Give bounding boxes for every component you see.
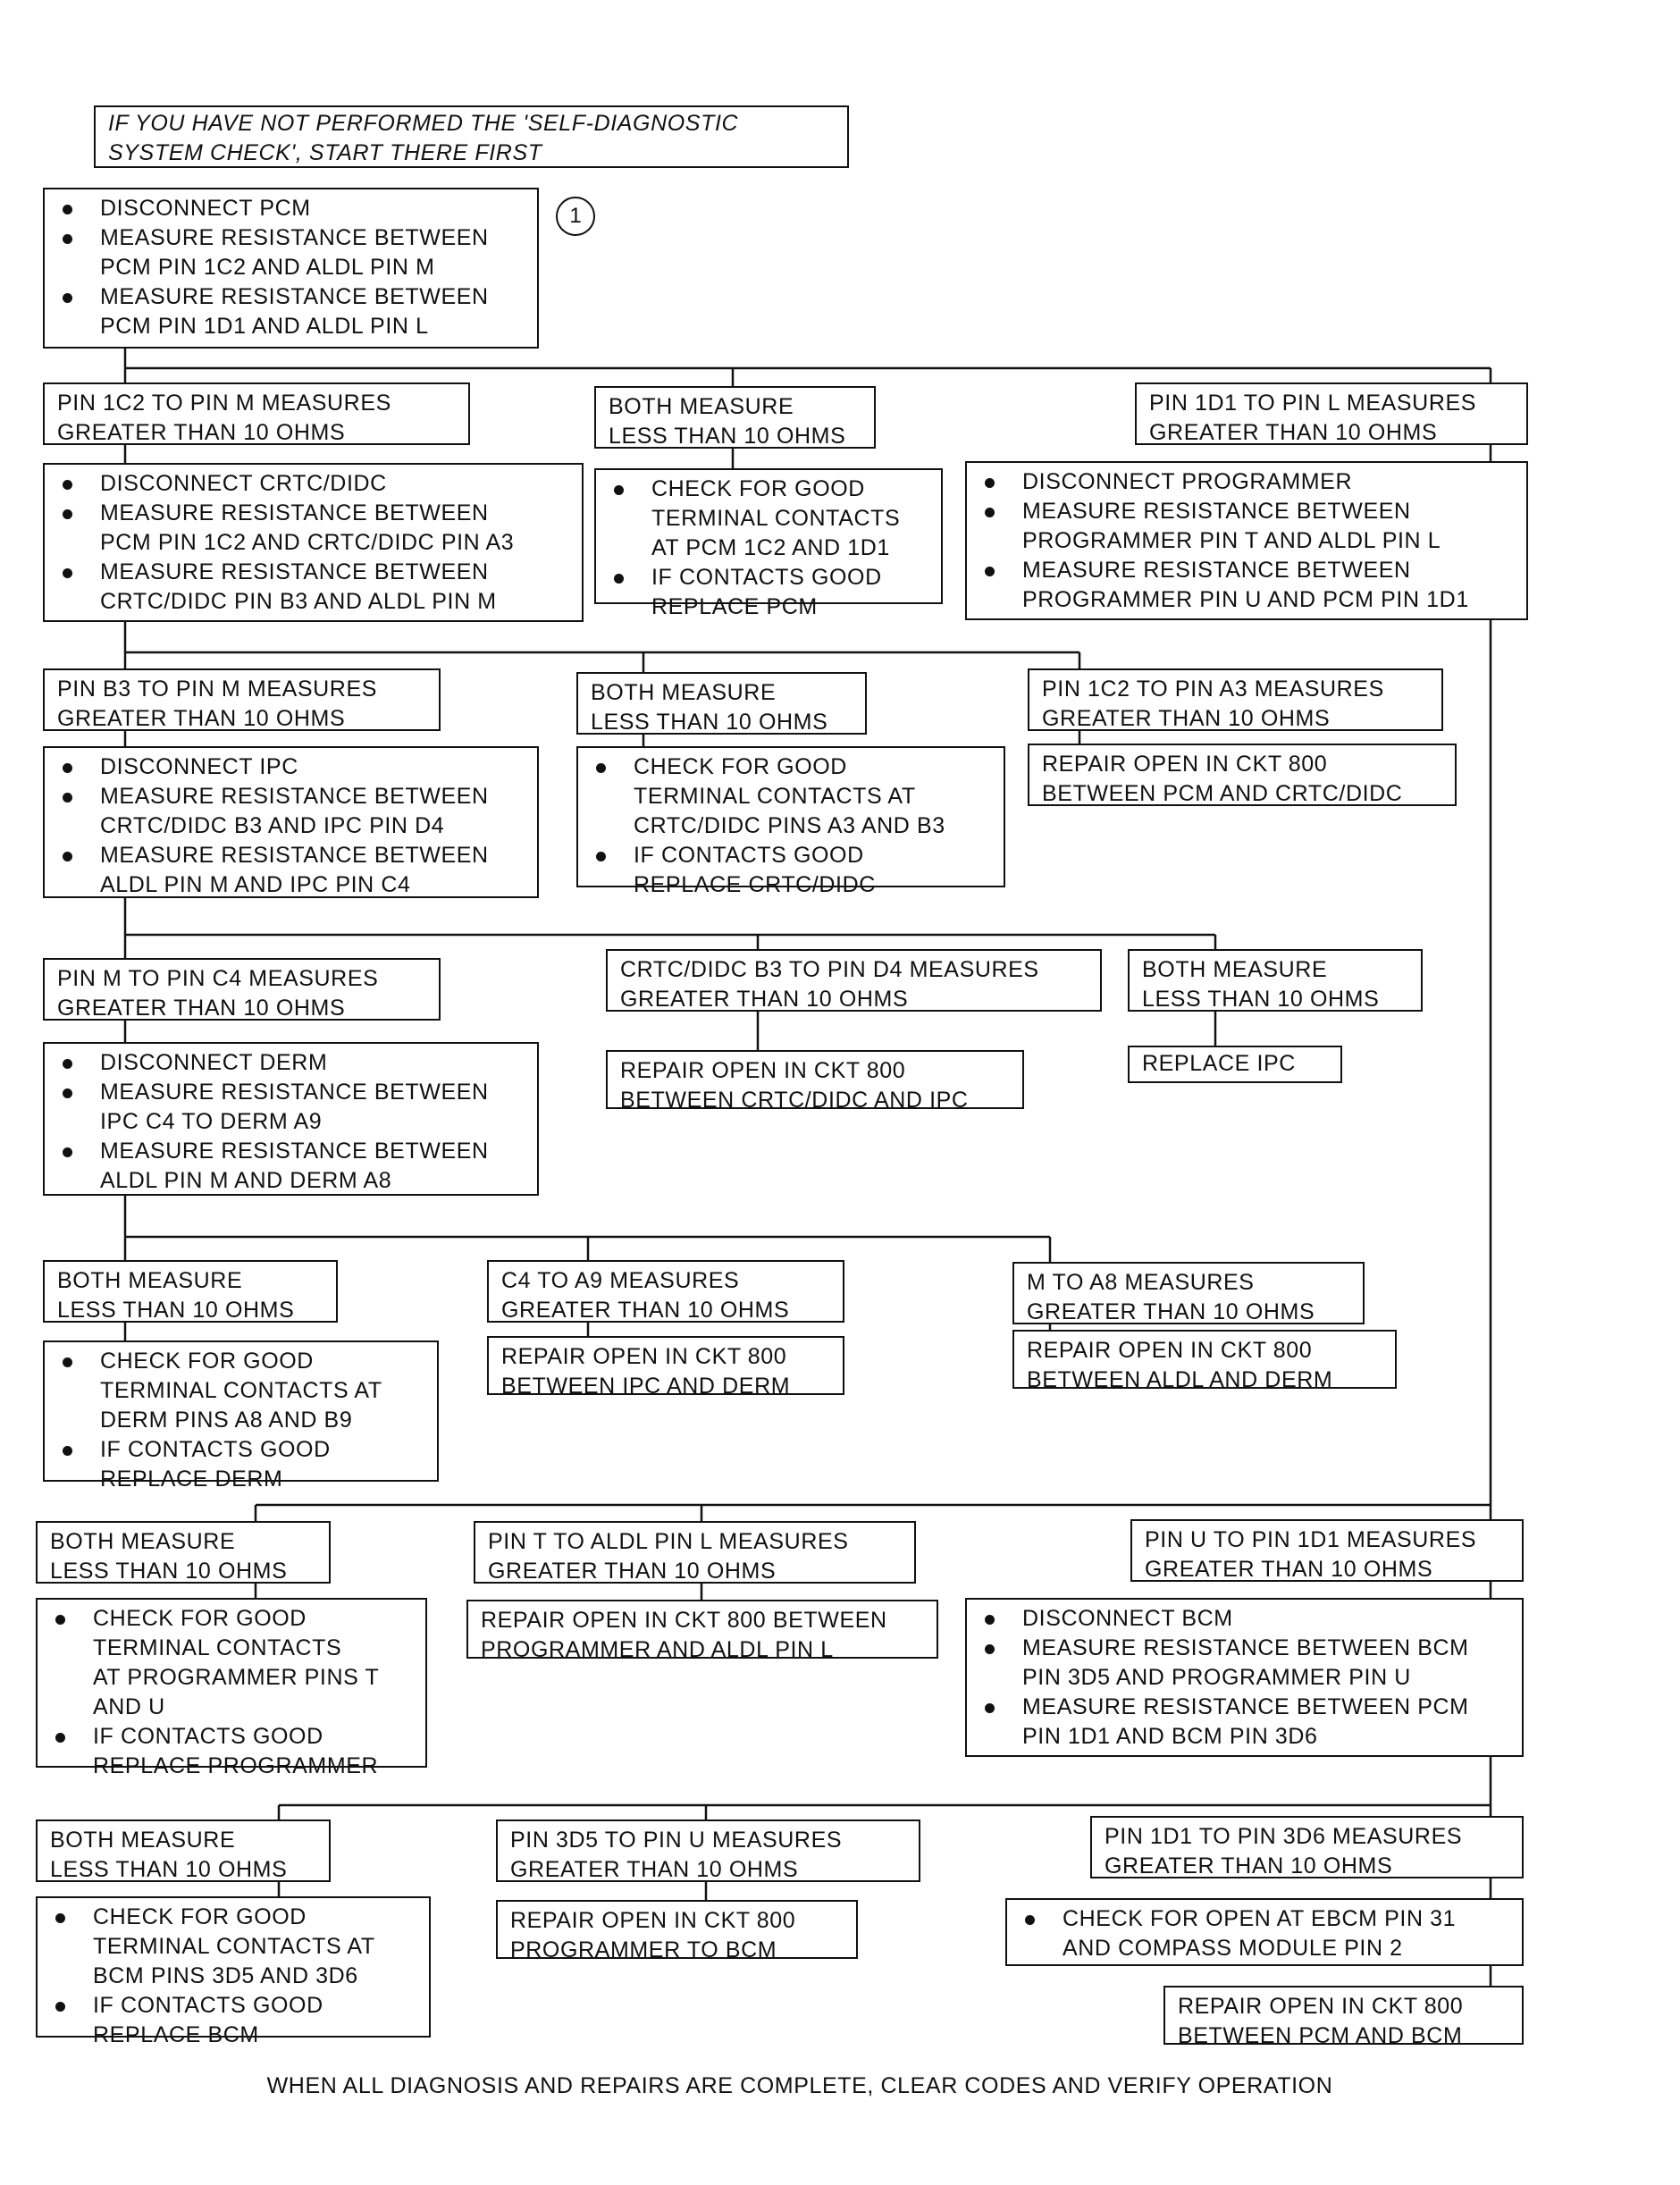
box-text-line: M TO A8 MEASURES: [1027, 1270, 1255, 1295]
box-text-line: AT PCM 1C2 AND 1D1: [651, 535, 890, 560]
box-text-line: PROGRAMMER TO BCM: [510, 1937, 777, 1962]
result-both-low-4: [43, 1260, 338, 1323]
box-text-line: PCM PIN 1C2 AND ALDL PIN M: [100, 255, 435, 280]
bullet-item: MEASURE RESISTANCE BETWEEN: [57, 1137, 525, 1166]
bullet-item: CHECK FOR GOOD: [50, 1604, 413, 1634]
bullet-item: CHECK FOR GOOD: [57, 1347, 424, 1376]
box-text-line: BOTH MEASURE: [57, 1268, 243, 1293]
bullet-item: MEASURE RESISTANCE BETWEEN: [57, 282, 525, 312]
result-both-low-5: [36, 1521, 331, 1584]
box-text-line: AND U: [93, 1694, 165, 1719]
bullet-item: DISCONNECT PCM: [57, 194, 525, 223]
box-text-line: GREATER THAN 10 OHMS: [501, 1298, 790, 1323]
bullet-item: DISCONNECT BCM: [979, 1604, 1509, 1634]
footer-note: WHEN ALL DIAGNOSIS AND REPAIRS ARE COMPLETE, CLEAR CODES AND VERIFY OPERATION: [266, 2073, 1333, 2098]
box-text-line: DERM PINS A8 AND B9: [100, 1408, 353, 1433]
box-text-line: LESS THAN 10 OHMS: [609, 424, 846, 449]
box-text-line: REPAIR OPEN IN CKT 800: [501, 1344, 787, 1369]
result-both-low-1: [594, 386, 876, 449]
box-text-line: C4 TO A9 MEASURES: [501, 1268, 740, 1293]
result-b3-to-m-high: [43, 668, 441, 731]
action-replace-ipc: [1128, 1046, 1342, 1083]
bullet-item: IF CONTACTS GOOD: [591, 841, 991, 870]
box-text-line: GREATER THAN 10 OHMS: [510, 1857, 799, 1882]
box-text-line: TERMINAL CONTACTS AT: [93, 1934, 375, 1959]
bullet-item: CHECK FOR GOOD: [591, 752, 991, 782]
box-text-line: PCM PIN 1C2 AND CRTC/DIDC PIN A3: [100, 530, 515, 555]
bullet-item: MEASURE RESISTANCE BETWEEN: [57, 499, 569, 528]
result-1d1-to-3d6-high: [1090, 1816, 1524, 1878]
box-text-line: LESS THAN 10 OHMS: [50, 1857, 288, 1882]
result-m-to-a8-high: [1012, 1262, 1365, 1324]
repair-programmer-aldl: [466, 1600, 938, 1662]
box-text-line: PIN 1D1 TO PIN 3D6 MEASURES: [1105, 1824, 1463, 1849]
box-text-line: BOTH MEASURE: [50, 1828, 236, 1853]
box-text-line: ALDL PIN M AND DERM A8: [100, 1168, 392, 1193]
box-text-line: GREATER THAN 10 OHMS: [1042, 706, 1331, 731]
box-text-line: BCM PINS 3D5 AND 3D6: [93, 1963, 358, 1988]
bullet-item: CHECK FOR OPEN AT EBCM PIN 31: [1020, 1904, 1509, 1934]
box-text-line: CRTC/DIDC PIN B3 AND ALDL PIN M: [100, 589, 497, 614]
step-check-derm-contacts: [43, 1340, 439, 1492]
bullet-item: MEASURE RESISTANCE BETWEEN: [57, 1078, 525, 1107]
repair-programmer-bcm: [496, 1900, 858, 1962]
box-text-line: PIN 1C2 TO PIN M MEASURES: [57, 391, 391, 416]
box-text-line: BETWEEN IPC AND DERM: [501, 1374, 791, 1399]
repair-crtc-ipc: [606, 1050, 1024, 1113]
box-text-line: GREATER THAN 10 OHMS: [488, 1559, 777, 1584]
box-text-line: REPLACE PCM: [651, 594, 818, 619]
bullet-item: DISCONNECT DERM: [57, 1048, 525, 1078]
bullet-item: MEASURE RESISTANCE BETWEEN: [979, 497, 1514, 526]
box-text-line: LESS THAN 10 OHMS: [50, 1559, 288, 1584]
box-text-line: LESS THAN 10 OHMS: [57, 1298, 295, 1323]
step-check-programmer-contacts: [36, 1598, 427, 1778]
box-text-line: TERMINAL CONTACTS AT: [634, 784, 916, 809]
box-text-line: CRTC/DIDC B3 TO PIN D4 MEASURES: [620, 957, 1039, 982]
repair-pcm-bcm: [1163, 1986, 1524, 2048]
step-number-marker: 1: [556, 197, 595, 236]
box-text-line: REPLACE BCM: [93, 2022, 259, 2047]
box-text-line: PCM PIN 1D1 AND ALDL PIN L: [100, 314, 429, 339]
result-both-low-3: [1128, 949, 1423, 1012]
note-self-diagnostic: [94, 105, 849, 168]
result-c4-to-a9-high: [487, 1260, 844, 1323]
bullet-item: IF CONTACTS GOOD: [50, 1991, 416, 2021]
box-text-line: PROGRAMMER AND ALDL PIN L: [481, 1637, 834, 1662]
step-disconnect-ipc: [43, 746, 539, 898]
box-text-line: BETWEEN CRTC/DIDC AND IPC: [620, 1088, 969, 1113]
box-text-line: PIN M TO PIN C4 MEASURES: [57, 966, 379, 991]
result-1c2-to-m-high: [43, 382, 470, 445]
box-text-line: PIN 1D1 AND BCM PIN 3D6: [1022, 1724, 1318, 1749]
bullet-item: MEASURE RESISTANCE BETWEEN: [57, 782, 525, 811]
box-text-line: AND COMPASS MODULE PIN 2: [1063, 1936, 1403, 1961]
box-text-line: TERMINAL CONTACTS: [651, 506, 901, 531]
bullet-item: IF CONTACTS GOOD: [57, 1435, 424, 1465]
box-text-line: PIN U TO PIN 1D1 MEASURES: [1145, 1527, 1477, 1552]
box-text-line: PIN B3 TO PIN M MEASURES: [57, 677, 378, 702]
box-text-line: REPAIR OPEN IN CKT 800: [1027, 1338, 1313, 1363]
box-text-line: GREATER THAN 10 OHMS: [1027, 1299, 1315, 1324]
bullet-item: DISCONNECT PROGRAMMER: [979, 467, 1514, 497]
bullet-item: MEASURE RESISTANCE BETWEEN BCM: [979, 1634, 1509, 1663]
box-text-line: GREATER THAN 10 OHMS: [57, 420, 346, 445]
box-text-line: AT PROGRAMMER PINS T: [93, 1665, 380, 1690]
step-disconnect-derm: [43, 1042, 539, 1196]
box-text-line: REPAIR OPEN IN CKT 800: [620, 1058, 906, 1083]
box-text-line: GREATER THAN 10 OHMS: [620, 987, 909, 1012]
box-text-line: GREATER THAN 10 OHMS: [1149, 420, 1438, 445]
step-disconnect-pcm: [43, 188, 539, 349]
repair-pcm-crtc: [1028, 744, 1457, 806]
step-check-crtc-contacts: [576, 746, 1005, 897]
box-text-line: REPAIR OPEN IN CKT 800: [1042, 752, 1328, 777]
box-text-line: TERMINAL CONTACTS: [93, 1635, 342, 1660]
box-text-line: PROGRAMMER PIN U AND PCM PIN 1D1: [1022, 587, 1469, 612]
bullet-item: MEASURE RESISTANCE BETWEEN: [979, 556, 1514, 585]
step-disconnect-bcm: [965, 1598, 1524, 1757]
bullet-item: MEASURE RESISTANCE BETWEEN: [57, 223, 525, 253]
result-both-low-2: [576, 672, 867, 735]
step-disconnect-programmer: [965, 461, 1528, 620]
box-text-line: PROGRAMMER PIN T AND ALDL PIN L: [1022, 528, 1441, 553]
bullet-item: IF CONTACTS GOOD: [609, 563, 928, 592]
box-text-line: SYSTEM CHECK', START THERE FIRST: [108, 140, 542, 165]
box-text-line: PIN 1D1 TO PIN L MEASURES: [1149, 391, 1477, 416]
box-text-line: GREATER THAN 10 OHMS: [57, 996, 346, 1021]
box-text-line: BOTH MEASURE: [1142, 957, 1328, 982]
box-text-line: BOTH MEASURE: [609, 394, 794, 419]
result-1c2-to-a3-high: [1028, 668, 1443, 731]
step-check-pcm-contacts: [594, 468, 943, 619]
result-3d5-to-u-high: [496, 1819, 920, 1882]
result-1d1-to-l-high: [1135, 382, 1528, 445]
box-text-line: GREATER THAN 10 OHMS: [1105, 1853, 1393, 1878]
box-text-line: CRTC/DIDC PINS A3 AND B3: [634, 813, 945, 838]
bullet-item: MEASURE RESISTANCE BETWEEN: [57, 841, 525, 870]
box-text-line: PIN 3D5 AND PROGRAMMER PIN U: [1022, 1665, 1411, 1690]
box-text-line: GREATER THAN 10 OHMS: [57, 706, 346, 731]
box-text-line: BETWEEN ALDL AND DERM: [1027, 1367, 1333, 1392]
bullet-item: DISCONNECT IPC: [57, 752, 525, 782]
bullet-item: IF CONTACTS GOOD: [50, 1722, 413, 1752]
box-text-line: TERMINAL CONTACTS AT: [100, 1378, 382, 1403]
result-m-to-c4-high: [43, 958, 441, 1021]
bullet-item: DISCONNECT CRTC/DIDC: [57, 469, 569, 499]
box-text-line: PIN 1C2 TO PIN A3 MEASURES: [1042, 677, 1384, 702]
result-b3-to-d4-high: [606, 949, 1102, 1012]
result-u-to-1d1-high: [1130, 1519, 1524, 1582]
result-t-to-l-high: [474, 1521, 916, 1584]
box-text-line: LESS THAN 10 OHMS: [1142, 987, 1380, 1012]
bullet-item: CHECK FOR GOOD: [50, 1903, 416, 1932]
box-text-line: CRTC/DIDC B3 AND IPC PIN D4: [100, 813, 445, 838]
box-text-line: BETWEEN PCM AND CRTC/DIDC: [1042, 781, 1403, 806]
step-check-ebcm-open: [1005, 1898, 1524, 1966]
step-check-bcm-contacts: [36, 1896, 431, 2047]
box-text-line: LESS THAN 10 OHMS: [591, 710, 828, 735]
box-text-line: REPLACE IPC: [1142, 1051, 1296, 1076]
box-text-line: BOTH MEASURE: [50, 1529, 236, 1554]
box-text-line: PIN 3D5 TO PIN U MEASURES: [510, 1828, 843, 1853]
repair-aldl-derm: [1012, 1330, 1397, 1392]
result-both-low-6: [36, 1819, 331, 1882]
box-text-line: REPAIR OPEN IN CKT 800: [510, 1908, 796, 1933]
box-text-line: GREATER THAN 10 OHMS: [1145, 1557, 1433, 1582]
step-disconnect-crtc: [43, 463, 584, 622]
bullet-item: MEASURE RESISTANCE BETWEEN PCM: [979, 1693, 1509, 1722]
box-text-line: BETWEEN PCM AND BCM: [1178, 2023, 1463, 2048]
bullet-item: MEASURE RESISTANCE BETWEEN: [57, 558, 569, 587]
bullet-item: CHECK FOR GOOD: [609, 475, 928, 504]
repair-ipc-derm: [487, 1336, 844, 1399]
box-text-line: BOTH MEASURE: [591, 680, 777, 705]
box-text-line: REPAIR OPEN IN CKT 800: [1178, 1994, 1464, 2019]
box-text-line: IF YOU HAVE NOT PERFORMED THE 'SELF-DIAGNOSTIC: [108, 111, 739, 136]
box-text-line: IPC C4 TO DERM A9: [100, 1109, 323, 1134]
box-text-line: ALDL PIN M AND IPC PIN C4: [100, 872, 411, 897]
box-text-line: REPLACE DERM: [100, 1466, 283, 1492]
box-text-line: REPAIR OPEN IN CKT 800 BETWEEN: [481, 1608, 887, 1633]
box-text-line: REPLACE CRTC/DIDC: [634, 872, 876, 897]
box-text-line: REPLACE PROGRAMMER: [93, 1753, 379, 1778]
box-text-line: PIN T TO ALDL PIN L MEASURES: [488, 1529, 849, 1554]
